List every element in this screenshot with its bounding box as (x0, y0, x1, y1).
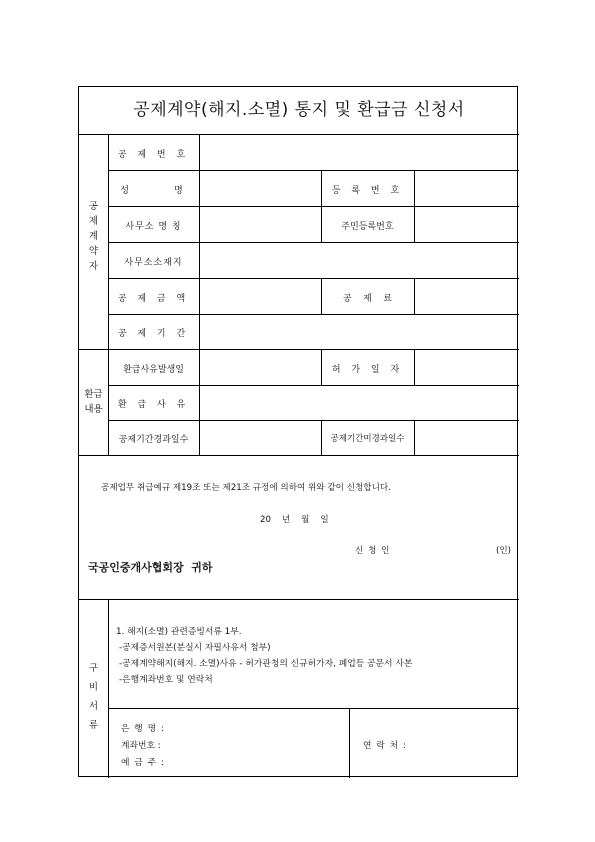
label-license-date: 허 가 일 자 (331, 365, 404, 375)
label-deduction-no: 공 제 번 호 (117, 150, 190, 160)
field-reg-no[interactable] (415, 171, 518, 206)
label-holder: 예 금 주 : (121, 758, 165, 768)
label-resident-no: 주민등록번호 (341, 222, 394, 232)
label-office-addr: 사무소소재지 (124, 258, 183, 268)
field-deduction-no[interactable] (200, 135, 518, 170)
label-contact: 연 락 처 : (363, 741, 407, 751)
field-elapsed-days[interactable] (200, 421, 321, 455)
doc-line-4: -은행계좌번호 및 연락처 (119, 675, 213, 685)
field-fee[interactable] (415, 279, 518, 314)
doc-line-2: -공제증서원본(분실시 자필사유서 첨부) (119, 643, 271, 653)
declaration-text: 공제업무 취급예규 제19조 또는 제21조 규정에 의하여 위와 같이 신청합니다. (101, 483, 391, 493)
field-license-date[interactable] (415, 350, 518, 385)
section-contractor-label: 공 제 계 약 자 (88, 201, 99, 272)
seal-mark: (인) (496, 546, 512, 556)
field-office-addr[interactable] (200, 243, 518, 278)
field-amount[interactable] (200, 279, 321, 314)
label-reg-no: 등 록 번 호 (331, 186, 404, 196)
label-elapsed-days: 공제기간경과일수 (118, 435, 189, 445)
label-office-name: 사무소 명 칭 (125, 222, 182, 232)
doc-line-1: 1. 해지(소멸) 관련증빙서류 1부. (116, 627, 242, 637)
label-reason: 환 급 사 유 (117, 400, 190, 410)
field-reason[interactable] (200, 386, 518, 420)
field-name[interactable] (200, 171, 321, 206)
recipient: 국공인중개사협회장 귀하 (88, 561, 213, 574)
field-reason-date[interactable] (200, 350, 321, 385)
field-contact[interactable] (419, 715, 514, 773)
label-reason-date: 환급사유발생일 (123, 365, 184, 375)
section-documents-label: 구 비 서 류 (88, 663, 99, 731)
form-title: 공제계약(해지.소멸) 통지 및 환급금 신청서 (133, 100, 465, 120)
application-date: 20 년 월 일 (260, 515, 329, 525)
label-bank: 은 행 명 : (121, 724, 165, 734)
field-office-name[interactable] (200, 207, 321, 242)
doc-line-3: -공제계약해지(해지. 소멸)사유 - 허가관청의 신규허가자, 폐업등 공문서 사본 (119, 659, 413, 669)
field-period[interactable] (200, 315, 518, 349)
field-remaining-days[interactable] (415, 421, 518, 455)
label-fee: 공 제 료 (343, 294, 392, 304)
label-remaining-days: 공제기간미경과일수 (330, 434, 405, 444)
label-amount: 공 제 금 액 (117, 294, 190, 304)
field-bank-info[interactable] (179, 715, 344, 773)
application-form (78, 86, 518, 777)
applicant-label: 신 청 인 (355, 546, 391, 556)
label-name: 성 명 (120, 186, 187, 196)
label-account: 계좌번호 : (121, 741, 161, 751)
section-refund-label: 환급 내용 (84, 389, 103, 415)
label-period: 공 제 기 간 (117, 329, 190, 339)
field-resident-no[interactable] (415, 207, 518, 242)
